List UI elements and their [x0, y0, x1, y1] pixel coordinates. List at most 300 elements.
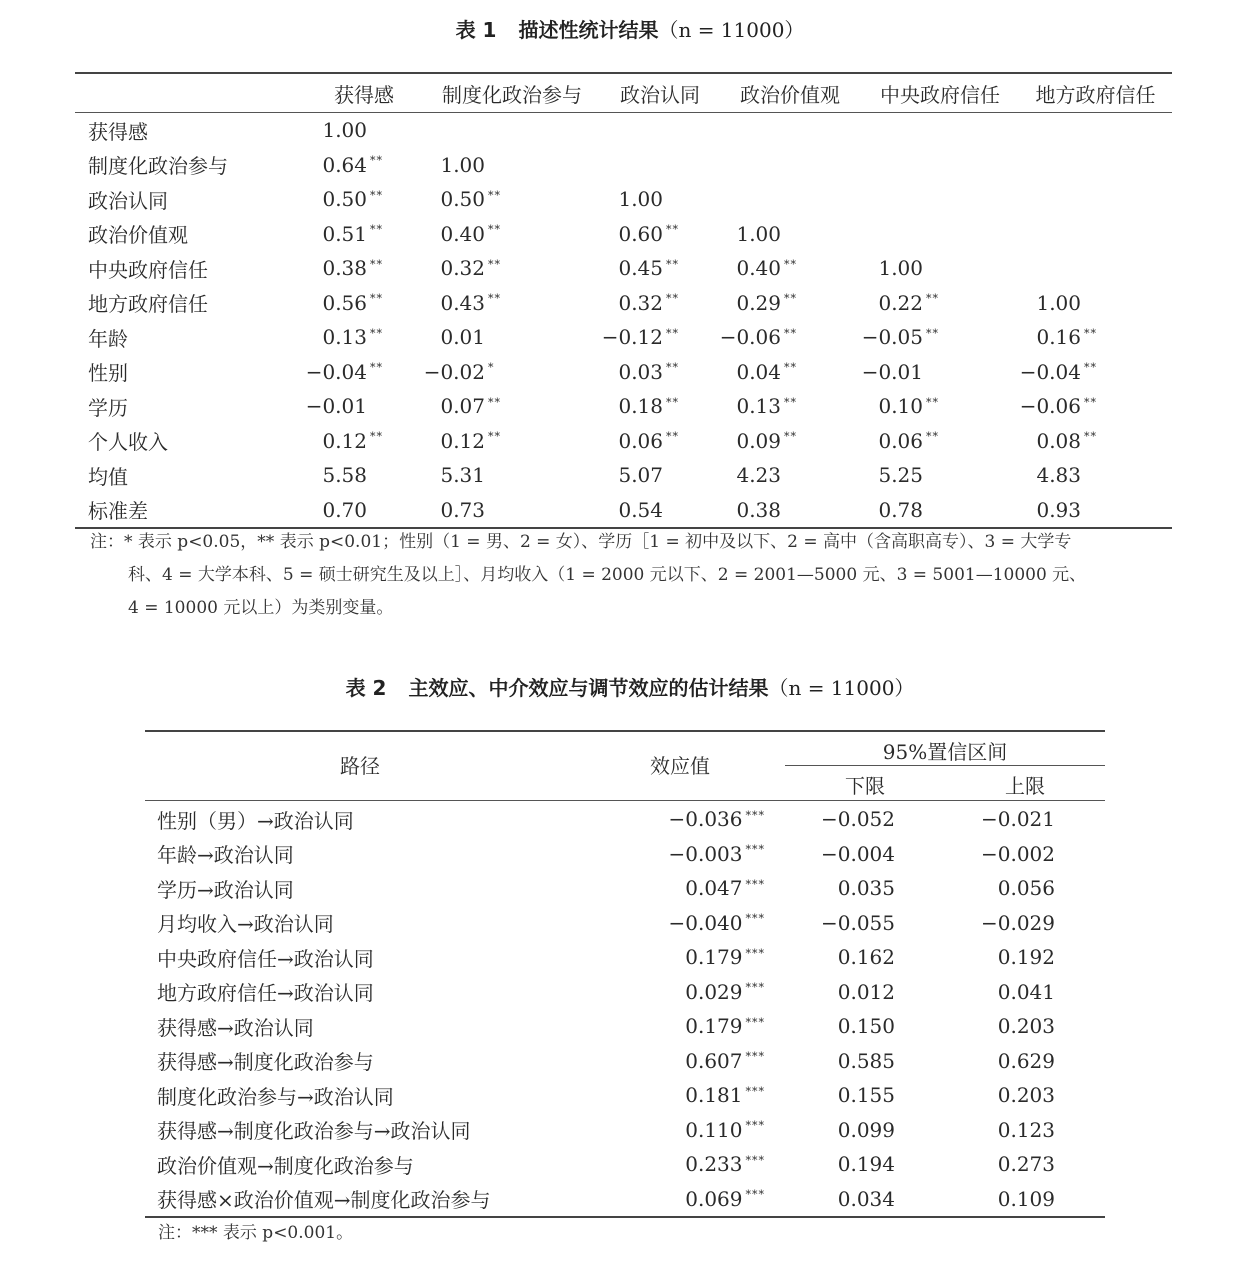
table1-cell-sig: **: [1084, 326, 1097, 340]
table1-cell-value: 0.07: [440, 394, 485, 419]
table1-row-label: 地方政府信任: [88, 292, 208, 317]
table1-cell: [719, 360, 861, 384]
table1-cell-value: 0.38: [736, 497, 781, 522]
table2-effect: 0.047: [685, 876, 743, 901]
table1-cell: [1019, 394, 1172, 418]
table1-cell-value: 0.93: [1036, 497, 1081, 522]
table2-effect-cell: [615, 1083, 765, 1107]
table1-cell: [305, 394, 423, 418]
table1-cell: [719, 498, 861, 522]
table1-cell-sig: **: [784, 430, 797, 444]
table1-cell: [1019, 118, 1172, 142]
table1-cell-value: −0.12: [601, 325, 663, 350]
table1-cell: [861, 325, 1019, 349]
table2-caption: 主效应、中介效应与调节效应的估计结果: [408, 676, 769, 700]
table2-path: 年龄→政治认同: [157, 843, 294, 868]
table1-cell-value: 0.38: [322, 256, 367, 281]
table1-cell: [601, 429, 719, 453]
table2-path: 性别（男）→政治认同: [157, 808, 354, 833]
table2-col-effect: 效应值: [650, 754, 710, 778]
table1-cell: [861, 429, 1019, 453]
table2-effect-sig: ***: [745, 808, 765, 822]
table1-cell-value: 0.09: [736, 428, 781, 453]
table2-upper: 0.629: [997, 1048, 1055, 1073]
table1-row-label: 标准差: [88, 499, 148, 524]
table2-header: [145, 732, 1105, 801]
table2-effect-sig: ***: [745, 877, 765, 891]
table1-cell-value: 0.73: [440, 497, 485, 522]
table1-cell-value: 5.31: [440, 463, 485, 488]
table1-header-row: [75, 74, 1172, 113]
table1-cell-sig: **: [1084, 430, 1097, 444]
table1-cell: [305, 463, 423, 487]
table1-cell: [719, 463, 861, 487]
table2-title: [0, 672, 1260, 701]
table1-row-label: 中央政府信任: [88, 257, 208, 282]
table1-row: [75, 458, 1172, 493]
table1-cell: [719, 429, 861, 453]
table1-cell: [861, 118, 1019, 142]
table1-cell-sig: **: [784, 395, 797, 409]
table1-cell: [423, 325, 601, 349]
table2-lower: −0.052: [820, 807, 895, 832]
table2-upper: 0.109: [997, 1186, 1055, 1211]
table2-effect-cell: [615, 1187, 765, 1211]
table2-effect-cell: [615, 1118, 765, 1142]
table1-cell: [423, 291, 601, 315]
table2-row: [145, 1078, 1105, 1113]
table1-cell-value: 0.45: [618, 256, 663, 281]
table1-cell: [305, 498, 423, 522]
table1-cell-value: −0.01: [305, 394, 367, 419]
table1-row: [75, 251, 1172, 286]
table1-cell: [601, 360, 719, 384]
table1-cell: [305, 187, 423, 211]
table2-upper: 0.056: [997, 876, 1055, 901]
table2-row: [145, 837, 1105, 872]
table1-cell: [861, 498, 1019, 522]
table1-cell-value: 0.18: [618, 394, 663, 419]
table1-cell-value: 4.23: [736, 463, 781, 488]
table2-row: [145, 975, 1105, 1010]
table2-row: [145, 1147, 1105, 1182]
table2-effect-cell: [615, 945, 765, 969]
table1-cell: [423, 498, 601, 522]
table2-effect-cell: [615, 1049, 765, 1073]
table1-cell: [423, 187, 601, 211]
table1-cell: [305, 291, 423, 315]
table1-col-header: 政治认同: [620, 82, 700, 107]
table1-row-label: 性别: [88, 361, 128, 386]
table1-cell-value: 0.32: [440, 256, 485, 281]
table1-row: [75, 389, 1172, 424]
table2-path: 获得感×政治价值观→制度化政治参与: [157, 1188, 491, 1213]
table1-cell-sig: **: [666, 361, 679, 375]
table1-cell: [601, 291, 719, 315]
table2-upper: 0.203: [997, 1014, 1055, 1039]
table1-cell: [423, 222, 601, 246]
table1-cell-sig: **: [926, 326, 939, 340]
table1-cell: [305, 118, 423, 142]
table1-cell-value: 0.54: [618, 497, 663, 522]
table2-effect-sig: ***: [745, 1119, 765, 1133]
table1-cell: [601, 325, 719, 349]
table1-cell-sig: **: [666, 430, 679, 444]
table2-path: 月均收入→政治认同: [157, 912, 334, 937]
table1-cell-sig: **: [666, 395, 679, 409]
table2-path: 制度化政治参与→政治认同: [157, 1084, 394, 1109]
table1-cell: [1019, 291, 1172, 315]
table1-cell-value: 0.01: [440, 325, 485, 350]
table2-effect-sig: ***: [745, 1050, 765, 1064]
table1-cell-sig: **: [370, 326, 383, 340]
table1-cell-sig: *: [488, 361, 495, 375]
table1-cell-value: 0.56: [322, 290, 367, 315]
table2-path: 学历→政治认同: [157, 877, 294, 902]
table1-cell-sig: **: [370, 188, 383, 202]
table1-cell-sig: **: [784, 361, 797, 375]
table2-effect-sig: ***: [745, 946, 765, 960]
table1-row-label: 学历: [88, 395, 128, 420]
table2-lower: 0.162: [837, 945, 895, 970]
table1-cell: [719, 187, 861, 211]
table1-n: （n = 11000）: [658, 18, 805, 42]
table1-cell-value: 0.04: [736, 359, 781, 384]
table2-col-lower: 下限: [845, 774, 885, 798]
table1-note-line2: 科、4 = 大学本科、5 = 硕士研究生及以上］、月均收入（1 = 2000 元以下、2 = 2001—5000 元、3 = 5001—10000 元、: [128, 565, 1087, 585]
table1-cell-value: 1.00: [440, 152, 485, 177]
table1-cell: [1019, 429, 1172, 453]
table1-cell: [423, 360, 601, 384]
table1-cell-sig: **: [926, 395, 939, 409]
table1-cell-sig: **: [370, 154, 383, 168]
table1-cell: [861, 153, 1019, 177]
table2-effect: 0.179: [685, 1014, 743, 1039]
table2-effect-cell: [615, 842, 765, 866]
table1-cell: [423, 256, 601, 280]
table1-cell: [861, 360, 1019, 384]
table2-path: 地方政府信任→政治认同: [157, 981, 374, 1006]
table1-cell: [601, 222, 719, 246]
table1-cell-value: 1.00: [1036, 290, 1081, 315]
table1-cell-value: −0.06: [719, 325, 781, 350]
table1-cell-value: 5.07: [618, 463, 663, 488]
table1-cell-value: 0.40: [736, 256, 781, 281]
table1-cell: [861, 463, 1019, 487]
table2-effect: −0.040: [668, 910, 743, 935]
table1-row-label: 政治认同: [88, 188, 168, 213]
table1-cell: [423, 463, 601, 487]
table1-caption: 描述性统计结果: [518, 18, 659, 42]
table2-label: 表 2: [345, 676, 387, 700]
table2-note: 注：*** 表示 p<0.001。: [158, 1223, 354, 1243]
table2-upper: −0.029: [980, 910, 1055, 935]
table1-cell: [601, 498, 719, 522]
table1-cell-sig: **: [784, 292, 797, 306]
table2-path: 获得感→政治认同: [157, 1015, 314, 1040]
table2-lower: 0.099: [837, 1117, 895, 1142]
table1-cell-value: 0.08: [1036, 428, 1081, 453]
table1-col-header: 制度化政治参与: [442, 82, 582, 107]
table1-cell: [423, 394, 601, 418]
table2-effect-sig: ***: [745, 1188, 765, 1202]
table2-upper: 0.192: [997, 945, 1055, 970]
table1-cell-value: 1.00: [618, 187, 663, 212]
table2-upper: 0.203: [997, 1083, 1055, 1108]
table2-ci-rule: [785, 765, 1105, 766]
table1-cell: [861, 256, 1019, 280]
table1-cell-value: −0.05: [861, 325, 923, 350]
table1-cell-sig: **: [784, 326, 797, 340]
table1-cell: [861, 222, 1019, 246]
table1-cell-value: 0.16: [1036, 325, 1081, 350]
table1-cell-sig: **: [370, 430, 383, 444]
table2-effect-cell: [615, 911, 765, 935]
table2-effect-sig: ***: [745, 1015, 765, 1029]
table2-row: [145, 871, 1105, 906]
table1-cell-value: 0.06: [878, 428, 923, 453]
table2-lower: 0.150: [837, 1014, 895, 1039]
table1-cell-value: 0.10: [878, 394, 923, 419]
table2-effect-sig: ***: [745, 1153, 765, 1167]
table1-cell-sig: **: [1084, 361, 1097, 375]
table1-cell-value: −0.04: [1019, 359, 1081, 384]
table1-cell: [601, 394, 719, 418]
table1-cell: [719, 325, 861, 349]
table2-col-upper: 上限: [1005, 774, 1045, 798]
table1-cell: [1019, 222, 1172, 246]
table1-cell-value: 0.12: [322, 428, 367, 453]
table1-cell-sig: **: [370, 292, 383, 306]
table1-cell-value: 0.29: [736, 290, 781, 315]
table2-effect-sig: ***: [745, 1084, 765, 1098]
table1-cell: [423, 429, 601, 453]
table1-cell-value: 0.50: [440, 187, 485, 212]
table1-cell-sig: **: [370, 257, 383, 271]
table1-cell-value: 5.58: [322, 463, 367, 488]
table1-cell: [601, 463, 719, 487]
table1-title: [0, 14, 1260, 43]
table2-effect: 0.181: [685, 1083, 743, 1108]
table1-cell-value: 1.00: [736, 221, 781, 246]
table1-cell: [719, 153, 861, 177]
table2-effect: −0.003: [668, 841, 743, 866]
table1-cell: [1019, 463, 1172, 487]
table1-cell-sig: **: [488, 188, 501, 202]
table2-row: [145, 906, 1105, 941]
table2-lower: 0.194: [837, 1152, 895, 1177]
table2-upper: 0.273: [997, 1152, 1055, 1177]
table1-cell-sig: **: [370, 361, 383, 375]
table1-cell-value: −0.01: [861, 359, 923, 384]
table1-cell-value: 0.22: [878, 290, 923, 315]
table2-effect: 0.607: [685, 1048, 743, 1073]
table2-effect: 0.110: [685, 1117, 743, 1142]
table2-lower: −0.055: [820, 910, 895, 935]
table2-lower: 0.035: [837, 876, 895, 901]
table1-label: 表 1: [455, 18, 497, 42]
table1-row-label: 制度化政治参与: [88, 154, 228, 179]
table1-row: [75, 424, 1172, 459]
table2-effect: 0.233: [685, 1152, 743, 1177]
table2-effect-sig: ***: [745, 843, 765, 857]
table1-cell-value: 0.51: [322, 221, 367, 246]
table2-effect: −0.036: [668, 807, 743, 832]
table1-cell: [719, 256, 861, 280]
table2-effect: 0.069: [685, 1186, 743, 1211]
table1-cell-value: 0.60: [618, 221, 663, 246]
table1-row: [75, 148, 1172, 183]
table1-cell-sig: **: [488, 430, 501, 444]
table1-cell: [861, 394, 1019, 418]
table2-effect-cell: [615, 807, 765, 831]
table1-cell-sig: **: [488, 292, 501, 306]
table2-lower: 0.155: [837, 1083, 895, 1108]
table1-cell-value: 1.00: [878, 256, 923, 281]
table1-row: [75, 355, 1172, 390]
table1-col-header: 获得感: [334, 82, 394, 107]
table1-cell: [601, 118, 719, 142]
table1-cell: [305, 429, 423, 453]
table2-row: [145, 1113, 1105, 1148]
table1-row-label: 均值: [88, 464, 128, 489]
table1-cell-sig: **: [926, 430, 939, 444]
table2-upper: −0.002: [980, 841, 1055, 866]
table1-cell-value: 0.06: [618, 428, 663, 453]
table1-cell: [719, 118, 861, 142]
table1-row-label: 获得感: [88, 119, 148, 144]
table2-row: [145, 1182, 1105, 1217]
table1-cell: [1019, 187, 1172, 211]
table2-lower: 0.034: [837, 1186, 895, 1211]
table1-cell: [305, 222, 423, 246]
table1-cell-value: 1.00: [322, 118, 367, 143]
table2-upper: 0.123: [997, 1117, 1055, 1142]
table1-cell-sig: **: [488, 395, 501, 409]
table1-cell: [719, 394, 861, 418]
table1-cell-value: 0.32: [618, 290, 663, 315]
table1-col-header: 政治价值观: [740, 82, 840, 107]
table2-col-path: 路径: [340, 754, 380, 778]
table1-row: [75, 320, 1172, 355]
table1-cell: [719, 291, 861, 315]
table2-row: [145, 802, 1105, 837]
table1-cell: [861, 187, 1019, 211]
table2-effect: 0.179: [685, 945, 743, 970]
table1-col-header: 地方政府信任: [1035, 82, 1156, 107]
table1-cell: [601, 256, 719, 280]
table1-row-label: 个人收入: [88, 430, 168, 455]
table2-path: 政治价值观→制度化政治参与: [157, 1153, 414, 1178]
table1-cell-value: −0.04: [305, 359, 367, 384]
table1-cell-value: 0.78: [878, 497, 923, 522]
table1-cell: [601, 153, 719, 177]
table1-cell-value: 0.64: [322, 152, 367, 177]
table1-cell-value: −0.06: [1019, 394, 1081, 419]
table1-row: [75, 113, 1172, 148]
table1-note: [90, 526, 1165, 625]
table1-cell-value: 0.13: [322, 325, 367, 350]
table1-cell-sig: **: [926, 292, 939, 306]
table2-effect-cell: [615, 1152, 765, 1176]
table2-effect-sig: ***: [745, 912, 765, 926]
table2-row: [145, 1044, 1105, 1079]
table1-cell: [601, 187, 719, 211]
table1-cell-value: 0.13: [736, 394, 781, 419]
table1-cell-value: 0.70: [322, 497, 367, 522]
table1-cell: [861, 291, 1019, 315]
table1-cell: [1019, 325, 1172, 349]
table1-cell: [719, 222, 861, 246]
table1-cell-sig: **: [784, 257, 797, 271]
table1-cell: [1019, 153, 1172, 177]
table1-cell-value: 5.25: [878, 463, 923, 488]
table2-n: （n = 11000）: [768, 676, 915, 700]
table1-cell-sig: **: [666, 326, 679, 340]
table1-cell-value: 0.40: [440, 221, 485, 246]
table1-cell: [305, 256, 423, 280]
table2-effect-cell: [615, 876, 765, 900]
table1-row-label: 政治价值观: [88, 223, 188, 248]
table1-cell-value: 0.50: [322, 187, 367, 212]
table2-body: [145, 801, 1105, 1216]
table2-lower: 0.585: [837, 1048, 895, 1073]
table1-cell: [1019, 498, 1172, 522]
table1-cell: [1019, 360, 1172, 384]
table1-cell: [305, 360, 423, 384]
table1-cell-value: −0.02: [423, 359, 485, 384]
table2-effect-cell: [615, 1014, 765, 1038]
table1-cell: [1019, 256, 1172, 280]
table2-upper: −0.021: [980, 807, 1055, 832]
table1-cell: [305, 153, 423, 177]
table2-path: 获得感→制度化政治参与→政治认同: [157, 1119, 471, 1144]
table1-row: [75, 217, 1172, 252]
table2-col-ci: 95%置信区间: [882, 740, 1008, 764]
table1-cell: [423, 118, 601, 142]
table1-cell-sig: **: [666, 292, 679, 306]
table2-path: 获得感→制度化政治参与: [157, 1050, 374, 1075]
table2-lower: 0.012: [837, 979, 895, 1004]
table2-row: [145, 940, 1105, 975]
table1-cell-value: 0.03: [618, 359, 663, 384]
table1-row: [75, 286, 1172, 321]
table1-cell-sig: **: [370, 223, 383, 237]
table1: [75, 72, 1172, 529]
table1-col-header: 中央政府信任: [880, 82, 1000, 107]
table1-cell-value: 4.83: [1036, 463, 1081, 488]
table1-cell-sig: **: [666, 257, 679, 271]
table2-effect: 0.029: [685, 979, 743, 1004]
table2-lower: −0.004: [820, 841, 895, 866]
table1-cell-value: 0.43: [440, 290, 485, 315]
table2: [145, 730, 1105, 1218]
table1-row: [75, 182, 1172, 217]
table1-row-label: 年龄: [88, 326, 128, 351]
table2-row: [145, 1009, 1105, 1044]
table1-note-line1: 注：* 表示 p<0.05，** 表示 p<0.01；性别（1 = 男、2 = 女）、学历［1 = 初中及以下、2 = 高中（含高职高专）、3 = 大学专: [90, 532, 1072, 552]
table2-upper: 0.041: [997, 979, 1055, 1004]
table2-path: 中央政府信任→政治认同: [157, 946, 374, 971]
table1-cell-value: 0.12: [440, 428, 485, 453]
table1-note-line3: 4 = 10000 元以上）为类别变量。: [128, 598, 394, 618]
table1-cell-sig: **: [488, 257, 501, 271]
table2-effect-cell: [615, 980, 765, 1004]
table1-cell: [305, 325, 423, 349]
table2-effect-sig: ***: [745, 981, 765, 995]
table1-cell: [423, 153, 601, 177]
table1-row: [75, 493, 1172, 528]
